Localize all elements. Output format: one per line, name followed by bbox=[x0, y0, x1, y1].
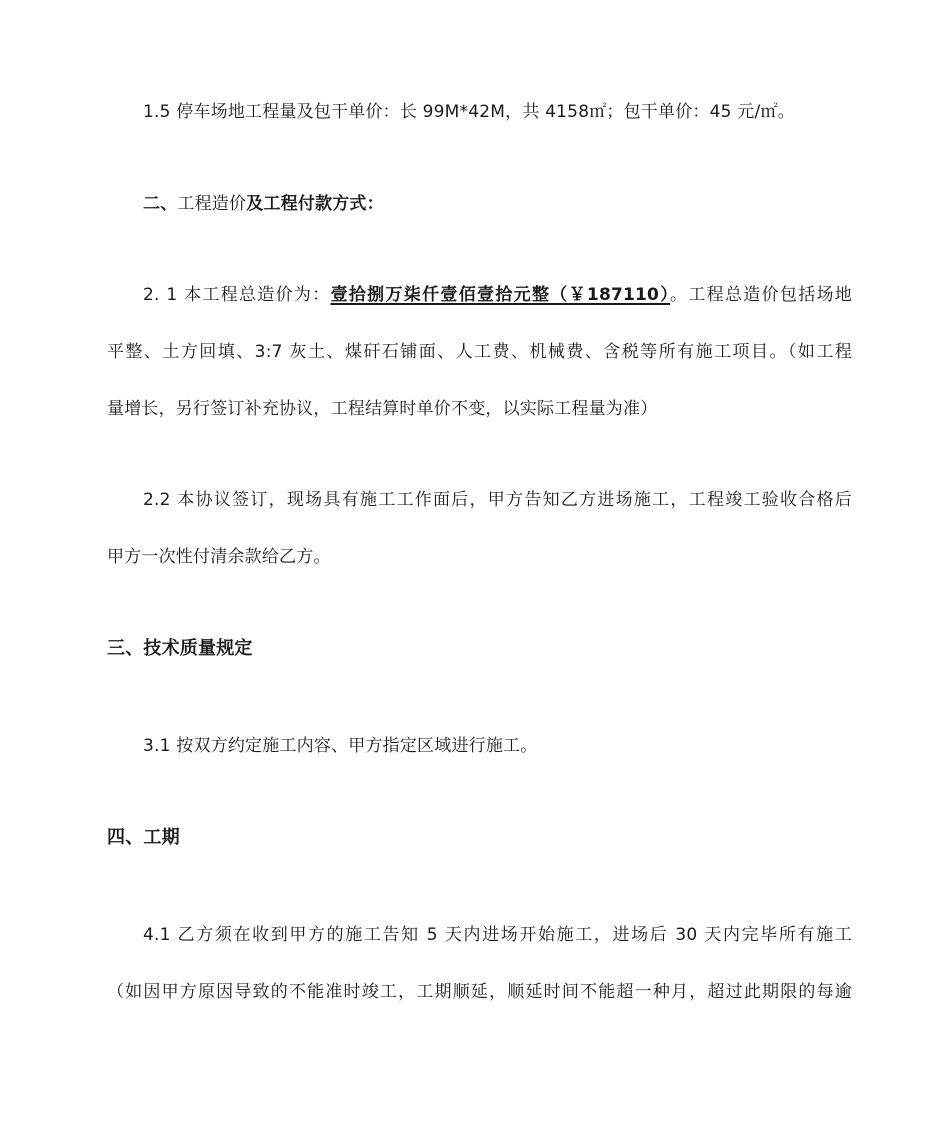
clause-3-1: 3.1 按双方约定施工内容、甲方指定区域进行施工。 bbox=[143, 736, 538, 756]
clause-2-1-line-3: 量增长，另行签订补充协议，工程结算时单价不变，以实际工程量为准） bbox=[107, 399, 658, 419]
clause-1-5: 1.5 停车场地工程量及包干单价：长 99M*42M，共 4158㎡；包干单价：45 元/㎡。 bbox=[143, 102, 795, 122]
clause-2-1-suffix: 。工程总造价包括场地 bbox=[670, 285, 852, 305]
clause-2-1-prefix: 2. 1 本工程总造价为： bbox=[143, 285, 331, 305]
section-2-heading bbox=[143, 192, 852, 216]
clause-2-2-line-1: 2.2 本协议签订，现场具有施工工作面后，甲方告知乙方进场施工，工程竣工验收合格后 bbox=[143, 490, 852, 510]
section-2-heading-text-bold: 及工程付款方式： bbox=[246, 194, 384, 214]
clause-4-1-line-2: （如因甲方原因导致的不能准时竣工，工期顺延，顺延时间不能超一种月，超过此期限的每逾 bbox=[107, 982, 852, 1002]
section-4-heading: 四、工期 bbox=[107, 827, 180, 848]
section-2-heading-text: 工程造价 bbox=[177, 194, 247, 214]
clause-2-2-line-2: 甲方一次性付清余款给乙方。 bbox=[107, 547, 331, 567]
clause-2-1-line-1 bbox=[143, 283, 852, 307]
clause-4-1-line-1: 4.1 乙方须在收到甲方的施工告知 5 天内进场开始施工，进场后 30 天内完毕所有施工 bbox=[143, 925, 852, 945]
section-2-heading-number: 二、 bbox=[143, 194, 178, 214]
section-3-heading: 三、技术质量规定 bbox=[107, 638, 253, 659]
total-price-amount: 壹拾捌万柒仟壹佰壹拾元整（￥187110） bbox=[330, 285, 671, 305]
clause-2-1-line-2: 平整、土方回填、3:7 灰土、煤矸石铺面、人工费、机械费、含税等所有施工项目。（如工程 bbox=[107, 342, 852, 362]
